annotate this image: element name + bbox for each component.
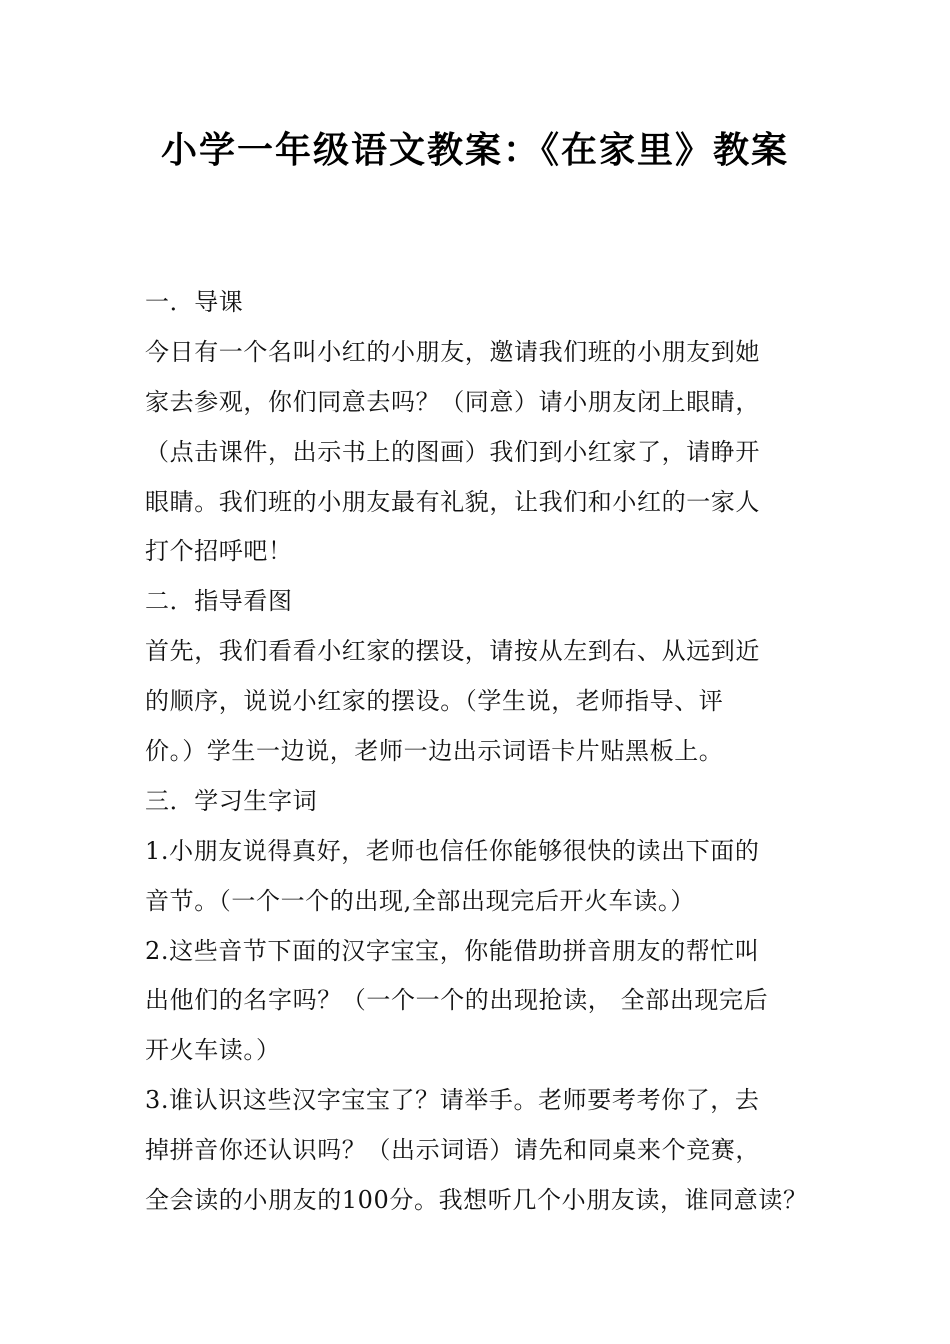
document-title: 小学一年级语文教案：《在家里》教案	[160, 130, 789, 171]
paragraph-line: 今日有一个名叫小红的小朋友，邀请我们班的小朋友到她	[145, 337, 760, 366]
list-item-line: 3.谁认识这些汉字宝宝了？请举手。老师要考考你了，去	[145, 1086, 760, 1115]
list-item-line: 开火车读。）	[145, 1036, 281, 1065]
list-item-line: 出他们的名字吗？（一个一个的出现抢读， 全部出现完后	[145, 986, 769, 1015]
section-heading-1: 一．导课	[145, 288, 244, 316]
paragraph-line: 价。）学生一边说，老师一边出示词语卡片贴黑板上。	[145, 737, 724, 766]
section-heading-3: 三．学习生字词	[145, 786, 318, 815]
paragraph-line: 首先，我们看看小红家的摆设，请按从左到右、从远到近	[145, 637, 760, 666]
list-item-line: 掉拼音你还认识吗？（出示词语）请先和同桌来个竞赛，	[145, 1136, 760, 1165]
section-heading-2: 二．指导看图	[145, 587, 293, 616]
list-item-line: 音节。（一个一个的出现,全部出现完后开火车读。）	[145, 886, 696, 915]
list-item-line: 2.这些音节下面的汉字宝宝，你能借助拼音朋友的帮忙叫	[145, 936, 760, 965]
paragraph-line: 家去参观，你们同意去吗？（同意）请小朋友闭上眼睛，	[145, 387, 760, 416]
paragraph-line: 的顺序，说说小红家的摆设。（学生说，老师指导、评	[145, 687, 724, 716]
paragraph-line: （点击课件，出示书上的图画）我们到小红家了，请睁开	[145, 437, 760, 466]
paragraph-line: 打个招呼吧！	[145, 537, 293, 566]
list-item-line: 全会读的小朋友的100分。我想听几个小朋友读，谁同意读？	[145, 1186, 808, 1215]
paragraph-line: 眼睛。我们班的小朋友最有礼貌，让我们和小红的一家人	[145, 487, 760, 516]
document-body	[145, 278, 825, 1226]
list-item-line: 1.小朋友说得真好，老师也信任你能够很快的读出下面的	[145, 836, 760, 865]
